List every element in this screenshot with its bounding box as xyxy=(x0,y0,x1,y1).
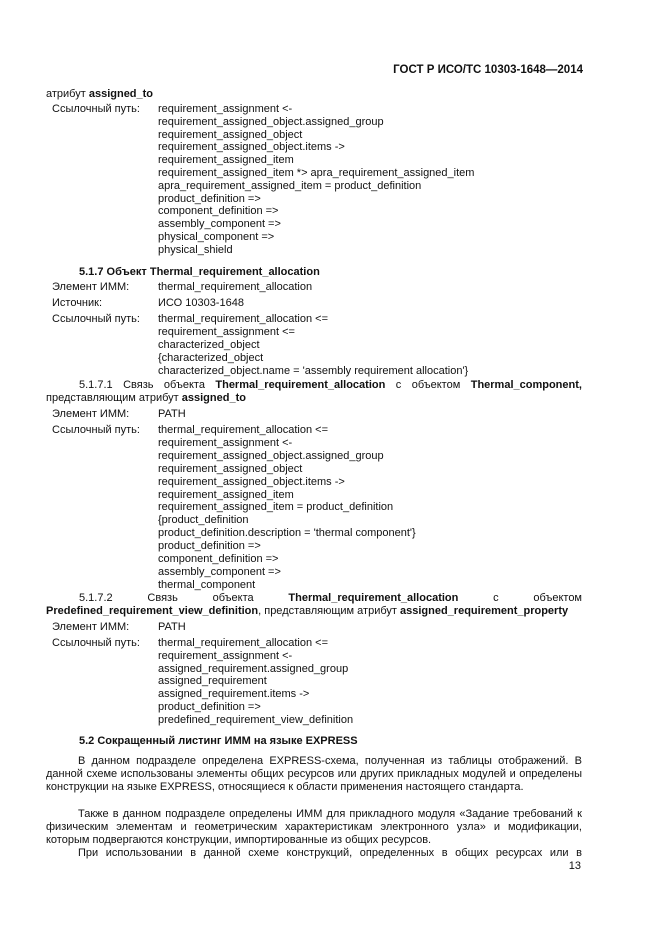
ref-path-line: requirement_assigned_object xyxy=(158,128,303,141)
ref-path-line: assigned_requirement.assigned_group xyxy=(158,662,349,675)
ref-path-line: component_definition => xyxy=(158,205,279,218)
ref-path-line: thermal_component xyxy=(158,578,256,591)
ref-path-line: requirement_assigned_object.items -> xyxy=(158,475,345,488)
ref-path-line: physical_component => xyxy=(158,231,275,243)
ref-path-line: characterized_object.name = 'assembly requirement allocation'} xyxy=(158,365,469,377)
ref-path-line: requirement_assignment <= xyxy=(158,326,295,338)
ref-path-label: Ссылочный путь: xyxy=(52,637,140,649)
ref-path-line: apra_requirement_assigned_item = product_definition xyxy=(158,179,422,192)
ref-path-line: thermal_requirement_allocation <= xyxy=(158,313,328,325)
ref-path-line: requirement_assigned_object.items -> xyxy=(158,141,345,154)
arm-element-value: PATH xyxy=(158,621,186,633)
ref-path-line: predefined_requirement_view_definition xyxy=(158,713,354,726)
paragraph-3: При использовании в данной схеме конструкций, определенных в общих ресурсах или в xyxy=(78,847,582,859)
ref-path-line: {characterized_object xyxy=(158,352,264,364)
ref-path-line: product_definition => xyxy=(158,192,261,205)
ref-path-line: requirement_assignment <- xyxy=(158,649,293,662)
page-number: 13 xyxy=(568,860,581,872)
ref-path-line: assigned_requirement.items -> xyxy=(158,688,310,701)
arm-element-label: Элемент ИММ: xyxy=(52,281,130,293)
attribute-line: атрибут assigned_to xyxy=(46,88,154,100)
ref-path-line: thermal_requirement_allocation <= xyxy=(158,424,328,436)
arm-element-value: thermal_requirement_allocation xyxy=(158,281,313,293)
ref-path-label: Ссылочный путь: xyxy=(52,103,140,115)
clause-5-1-7-2-line2: Predefined_requirement_view_definition, представляющим атрибут assigned_requirement_property xyxy=(46,605,569,617)
ref-path-line: product_definition.description = 'thermal component'} xyxy=(158,527,416,540)
attribute-name: assigned_to xyxy=(88,88,154,100)
standard-header: ГОСТ Р ИСО/ТС 10303-1648—2014 xyxy=(393,64,583,76)
source-value: ИСО 10303-1648 xyxy=(158,297,244,309)
ref-path-line: characterized_object xyxy=(158,339,260,351)
ref-path-line: requirement_assigned_item *> apra_requirement_assigned_item xyxy=(158,167,475,179)
clause-5-1-7-1-line2: представляющим атрибут assigned_to xyxy=(46,392,246,404)
paragraph-1: В данном подразделе определена EXPRESS-схема, полученная из таблицы отображений. В данной схеме использованы элементы общих ресурсов или других прикладных модулей и определены конструкции на языке EXPRESS, относящиеся к области применения настоящего стандарта. xyxy=(46,755,582,794)
clause-5-1-7-2-line1: 5.1.7.2 Связь объекта Thermal_requirement_allocation с объектом xyxy=(79,592,582,604)
section-heading-5-2: 5.2 Сокращенный листинг ИММ на языке EXPRESS xyxy=(79,735,358,747)
ref-path-line: assigned_requirement xyxy=(158,675,267,688)
ref-path-line: requirement_assigned_object.assigned_group xyxy=(158,449,384,462)
ref-path-label: Ссылочный путь: xyxy=(52,424,140,436)
ref-path-label: Ссылочный путь: xyxy=(52,313,140,325)
arm-element-label: Элемент ИММ: xyxy=(52,408,130,420)
ref-path-line: requirement_assigned_item xyxy=(158,154,294,167)
ref-path-line: thermal_requirement_allocation <= xyxy=(158,637,328,649)
ref-path-line: assembly_component => xyxy=(158,565,281,578)
ref-path-line: requirement_assigned_object xyxy=(158,462,303,475)
paragraph-2: Также в данном подразделе определены ИММ для прикладного модуля «Задание требований к физическим элементам и геометрическим характеристикам электронного узла» и модификации, которым подвергаются конструкции, импортированные из общих ресурсов. xyxy=(46,808,582,847)
ref-path-line: physical_shield xyxy=(158,243,233,256)
arm-element-label: Элемент ИММ: xyxy=(52,621,130,633)
clause-5-1-7-1-line1: 5.1.7.1 Связь объекта Thermal_requirement_allocation с объектом Thermal_component, xyxy=(79,379,582,391)
ref-path-line: requirement_assignment <- xyxy=(158,103,293,115)
source-label: Источник: xyxy=(52,297,103,309)
ref-path-line: product_definition => xyxy=(158,701,261,713)
ref-path-line: {product_definition xyxy=(158,514,249,527)
ref-path-line: component_definition => xyxy=(158,553,279,565)
ref-path-line: product_definition => xyxy=(158,540,261,553)
ref-path-line: requirement_assigned_item = product_definition xyxy=(158,501,394,514)
ref-path-line: requirement_assignment <- xyxy=(158,436,293,449)
section-heading-5-1-7: 5.1.7 Объект Thermal_requirement_allocation xyxy=(79,266,320,278)
ref-path-line: requirement_assigned_item xyxy=(158,488,294,501)
ref-path-line: requirement_assigned_object.assigned_group xyxy=(158,115,384,128)
ref-path-line: assembly_component => xyxy=(158,218,281,231)
arm-element-value: PATH xyxy=(158,408,186,420)
